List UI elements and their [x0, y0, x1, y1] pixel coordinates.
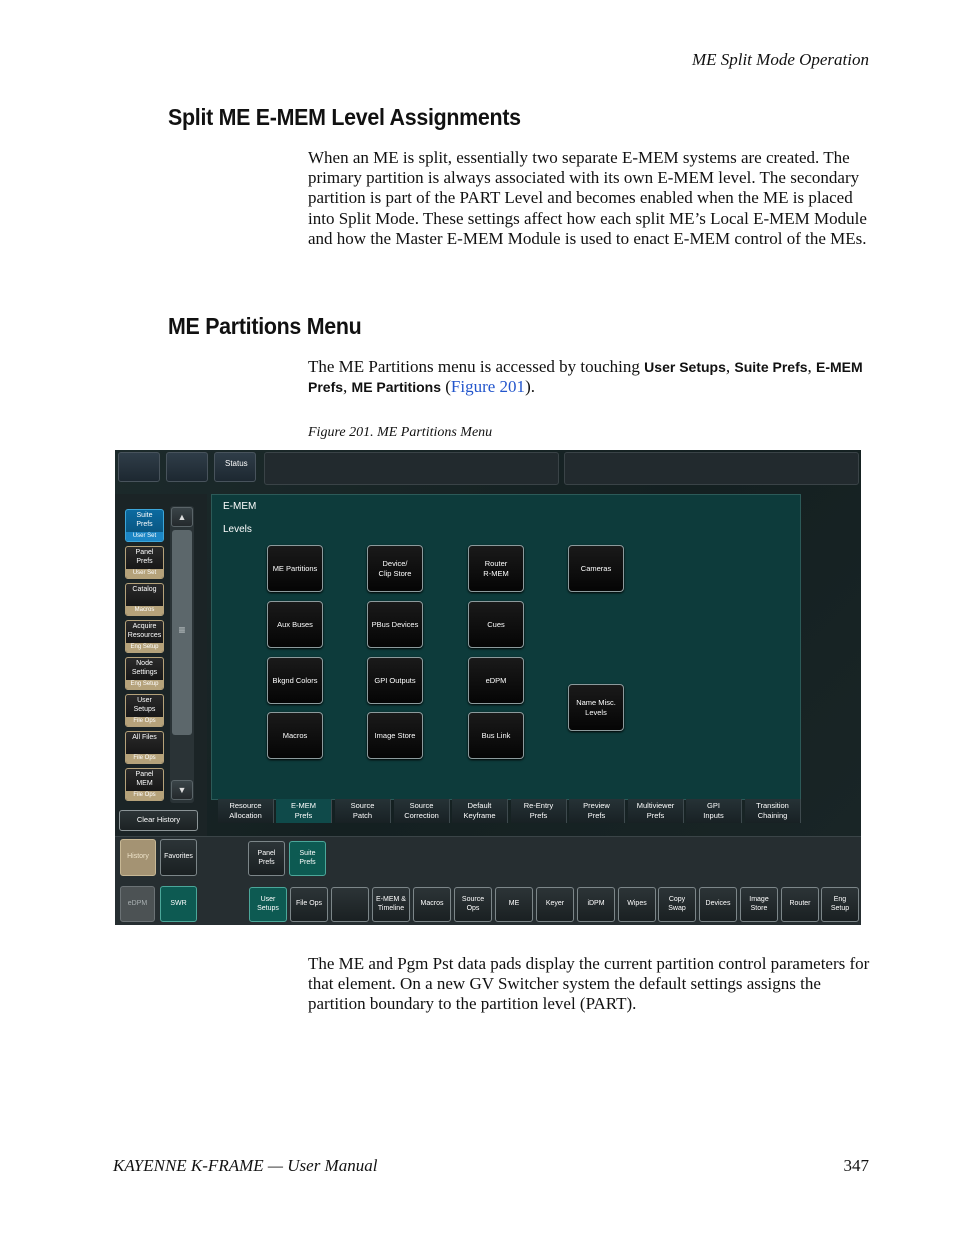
tab-preview-prefs[interactable]: Preview Prefs — [569, 799, 625, 823]
pbus-devices-button[interactable]: PBus Devices — [367, 601, 423, 648]
macros-button[interactable]: Macros — [267, 712, 323, 759]
tab-gpi-inputs[interactable]: GPI Inputs — [686, 799, 742, 823]
side-button-node-settings[interactable]: Node Settings Eng Setup — [125, 657, 164, 690]
side-scrollbar[interactable] — [170, 506, 194, 803]
term-emem-prefs: E-MEM Prefs — [308, 359, 863, 396]
bottom-button-file-ops[interactable]: File Ops — [290, 887, 328, 922]
crumb-panel-prefs-button[interactable]: Panel Prefs — [248, 841, 285, 876]
bottom-button-keyer[interactable]: Keyer — [536, 887, 574, 922]
after-figure-paragraph: The ME and Pgm Pst data pads display the current partition control parameters for that element. On a new GV Switcher system the default settings assigns the partition boundary to the partition level (PART). — [308, 954, 870, 1014]
term-suite-prefs: Suite Prefs — [734, 359, 808, 375]
bus-link-button[interactable]: Bus Link — [468, 712, 524, 759]
side-button-panel-mem[interactable]: Panel MEM File Ops — [125, 768, 164, 801]
bottom-button-copy-swap[interactable]: Copy Swap — [658, 887, 696, 922]
side-button-catalog[interactable]: Catalog Macros — [125, 583, 164, 616]
bottom-button-source-ops[interactable]: Source Ops — [454, 887, 492, 922]
bottom-button-image-store[interactable]: Image Store — [740, 887, 778, 922]
tab-emem-prefs[interactable]: E-MEM Prefs — [276, 799, 332, 823]
top-slot-button[interactable] — [118, 452, 160, 482]
tab-source-patch[interactable]: Source Patch — [335, 799, 391, 823]
side-navigation — [115, 494, 207, 882]
tab-default-keyframe[interactable]: Default Keyframe — [452, 799, 508, 823]
paren-close: ). — [525, 377, 535, 397]
panel-title: E-MEM — [223, 501, 257, 512]
term-separator: , — [343, 377, 352, 397]
top-slot-button[interactable] — [166, 452, 208, 482]
image-store-button[interactable]: Image Store — [367, 712, 423, 759]
grip-icon: ≡ — [178, 623, 186, 637]
bottom-button-user-setups[interactable]: User Setups — [249, 887, 287, 922]
term-separator: , — [725, 357, 735, 376]
favorites-button[interactable]: Favorites — [160, 839, 197, 876]
device-clip-store-button[interactable]: Device/ Clip Store — [367, 545, 423, 592]
top-field-right — [564, 452, 859, 485]
section-heading-split-me-emem: Split ME E-MEM Level Assignments — [168, 104, 521, 130]
figure-link[interactable]: Figure 201 — [450, 377, 526, 397]
me-partitions-menu-screenshot — [115, 450, 861, 925]
intro-paragraph — [308, 357, 870, 397]
panel-subtitle: Levels — [223, 524, 252, 535]
status-button[interactable]: Status — [214, 452, 256, 482]
bottom-button-wipes[interactable]: Wipes — [618, 887, 656, 922]
clear-history-button[interactable]: Clear History — [119, 810, 198, 831]
side-button-user-setups[interactable]: User Setups File Ops — [125, 694, 164, 727]
tab-multiviewer-prefs[interactable]: Multiviewer Prefs — [628, 799, 684, 823]
paren-open: ( — [441, 377, 451, 397]
tab-transition-chaining[interactable]: Transition Chaining — [745, 799, 801, 823]
me-partitions-button[interactable]: ME Partitions — [267, 545, 323, 592]
intro-text: The ME Partitions menu is accessed by touching — [308, 357, 645, 376]
edpm-mode-button[interactable]: eDPM — [120, 886, 155, 922]
bottom-button-empty[interactable] — [331, 887, 369, 922]
running-head: ME Split Mode Operation — [691, 50, 869, 69]
figure-caption: Figure 201. ME Partitions Menu — [308, 425, 493, 440]
name-misc-levels-button[interactable]: Name Misc. Levels — [568, 684, 624, 731]
emem-levels-panel — [211, 494, 801, 800]
bottom-button-emem-timeline[interactable]: E-MEM & Timeline — [372, 887, 410, 922]
side-button-suite-prefs[interactable]: Suite Prefs User Set — [125, 509, 164, 542]
scroll-up-icon[interactable]: ▲ — [171, 507, 193, 527]
bottom-button-idpm[interactable]: iDPM — [577, 887, 615, 922]
bkgnd-colors-button[interactable]: Bkgnd Colors — [267, 657, 323, 704]
top-field-left — [264, 452, 559, 485]
tab-source-correction[interactable]: Source Correction — [394, 799, 450, 823]
side-button-all-files[interactable]: All Files File Ops — [125, 731, 164, 764]
section-paragraph-split-me-emem: When an ME is split, essentially two separate E-MEM systems are created. The primary partition is always associated with its own E-MEM level. The secondary partition is part of the PART Level and becomes enabled when the ME is placed into Split Mode. These settings affect how each split ME’s Local E-MEM Module and how the Master E-MEM Module is used to enact E-MEM control of the MEs. — [308, 148, 867, 248]
side-button-acquire-resources[interactable]: Acquire Resources Eng Setup — [125, 620, 164, 653]
bottom-button-me[interactable]: ME — [495, 887, 533, 922]
section-heading-me-partitions: ME Partitions Menu — [168, 313, 362, 339]
bottom-button-macros[interactable]: Macros — [413, 887, 451, 922]
gpi-outputs-button[interactable]: GPI Outputs — [367, 657, 423, 704]
term-user-setups: User Setups — [644, 359, 726, 375]
bottom-button-eng-setup[interactable]: Eng Setup — [821, 887, 859, 922]
router-rmem-button[interactable]: Router R-MEM — [468, 545, 524, 592]
term-me-partitions: ME Partitions — [351, 379, 441, 396]
footer-page-number: 347 — [843, 1156, 869, 1175]
term-separator: , — [807, 357, 817, 376]
edpm-button[interactable]: eDPM — [468, 657, 524, 704]
bottom-button-router[interactable]: Router — [781, 887, 819, 922]
tab-re-entry-prefs[interactable]: Re-Entry Prefs — [511, 799, 567, 823]
history-button[interactable]: History — [120, 839, 156, 876]
scroll-down-icon[interactable]: ▼ — [171, 780, 193, 800]
swr-mode-button[interactable]: SWR — [160, 886, 197, 922]
side-button-panel-prefs[interactable]: Panel Prefs User Set — [125, 546, 164, 579]
footer-manual-title: KAYENNE K-FRAME — User Manual — [113, 1156, 378, 1175]
tab-resource-allocation[interactable]: Resource Allocation — [218, 799, 274, 823]
crumb-suite-prefs-button[interactable]: Suite Prefs — [289, 841, 326, 876]
cues-button[interactable]: Cues — [468, 601, 524, 648]
aux-buses-button[interactable]: Aux Buses — [267, 601, 323, 648]
bottom-button-devices[interactable]: Devices — [699, 887, 737, 922]
cameras-button[interactable]: Cameras — [568, 545, 624, 592]
